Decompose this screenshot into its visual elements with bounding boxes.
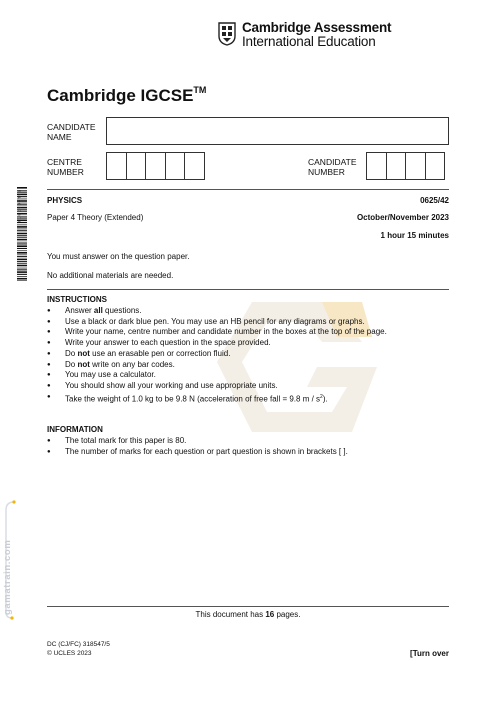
instruction-item: ● Take the weight of 1.0 kg to be 9.8 N (acceleration of free fall = 9.8 m / $s^2$). (47, 392, 387, 405)
information-heading: INFORMATION (47, 425, 103, 434)
divider (47, 606, 449, 607)
centre-number-label-line1: CENTRE (47, 157, 82, 167)
instruction-item: ● Use a black or dark blue pen. You may use an HB pencil for any diagrams or graphs. (47, 317, 387, 328)
divider (47, 289, 449, 290)
candidate-number-label-line2: NUMBER (308, 167, 345, 177)
centre-number-label (47, 157, 84, 177)
candidate-name-field[interactable] (106, 117, 449, 145)
centre-number-digit-box[interactable] (145, 152, 166, 180)
barcode-number: 8 8 1 0 0 5 3 3 7 3 (17, 190, 22, 223)
candidate-number-digit-box[interactable] (425, 152, 446, 180)
trademark-mark: TM (193, 85, 207, 95)
candidate-number-label-line1: CANDIDATE (308, 157, 357, 167)
instruction-item: ● Do not use an erasable pen or correction fluid. (47, 349, 387, 360)
divider (47, 189, 449, 190)
org-name-line2: International Education (242, 34, 376, 49)
centre-number-digit-box[interactable] (106, 152, 127, 180)
centre-number-digit-box[interactable] (184, 152, 205, 180)
instruction-item: ● You should show all your working and use appropriate units. (47, 381, 387, 392)
centre-number-label-line2: NUMBER (47, 167, 84, 177)
candidate-name-label (47, 122, 96, 142)
instruction-item: ● Write your name, centre number and candidate number in the boxes at the top of the page. (47, 327, 387, 338)
centre-number-digit-box[interactable] (126, 152, 147, 180)
answer-instruction: You must answer on the question paper. (47, 252, 190, 261)
cambridge-logo (218, 20, 392, 50)
candidate-number-digit-box[interactable] (405, 152, 426, 180)
candidate-name-label-line2: NAME (47, 132, 72, 142)
gamatrain-site-text: gamatrain.com (2, 539, 13, 615)
exam-session: October/November 2023 (356, 213, 449, 222)
instruction-item: ● You may use a calculator. (47, 370, 387, 381)
page-count-note: This document has 16 pages. (195, 610, 301, 619)
instructions-heading: INSTRUCTIONS (47, 295, 107, 304)
brand-name: Cambridge IGCSE (47, 86, 194, 105)
instruction-item: ● Answer all questions. (47, 306, 387, 317)
subject: PHYSICS (47, 196, 83, 205)
information-item: ● The total mark for this paper is 80. (47, 436, 348, 447)
candidate-name-label-line1: CANDIDATE (47, 122, 96, 132)
candidate-number-label (308, 157, 357, 177)
information-list (47, 436, 348, 457)
centre-number-digit-box[interactable] (165, 152, 186, 180)
instruction-item: ● Do not write on any bar codes. (47, 360, 387, 371)
document-reference: DC (CJ/FC) 318547/5 (47, 641, 110, 648)
qualification-title (47, 85, 206, 106)
information-item: ● The number of marks for each question or part question is shown in brackets [ ]. (47, 447, 348, 458)
paper-code: 0625/42 (420, 196, 449, 205)
turn-over-note: [Turn over (410, 649, 449, 658)
copyright: © UCLES 2023 (47, 650, 92, 657)
candidate-number-boxes (366, 152, 445, 180)
materials-note: No additional materials are needed. (47, 271, 174, 280)
candidate-number-digit-box[interactable] (366, 152, 387, 180)
candidate-number-digit-box[interactable] (386, 152, 407, 180)
paper-title: Paper 4 Theory (Extended) (47, 213, 144, 222)
org-name-line1: Cambridge Assessment (242, 20, 392, 35)
instruction-item: ● Write your answer to each question in the space provided. (47, 338, 387, 349)
centre-number-boxes (106, 152, 205, 180)
cambridge-shield-icon (218, 22, 236, 46)
instructions-list (47, 306, 387, 405)
exam-duration: 1 hour 15 minutes (380, 231, 449, 240)
